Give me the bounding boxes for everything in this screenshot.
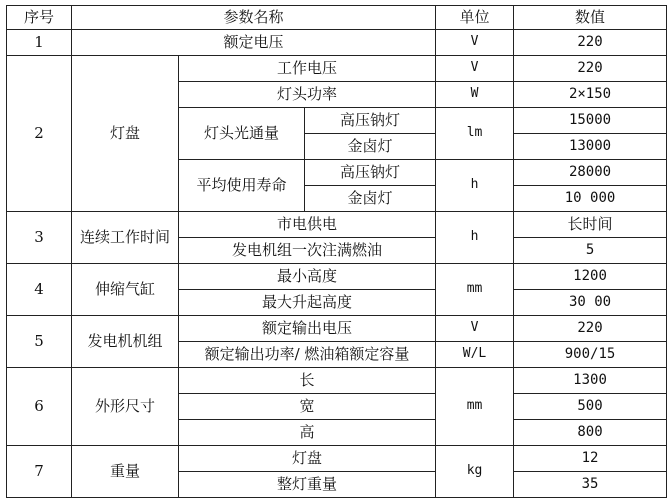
- table-row: [7, 264, 667, 290]
- value-life-hps: 28000: [514, 160, 667, 186]
- seq-3: 3: [7, 212, 72, 264]
- value-head-power: 2×150: [514, 82, 667, 108]
- value-life-mh: 10 000: [514, 186, 667, 212]
- param-total-weight: 整灯重量: [179, 472, 436, 498]
- value-flux-hps: 15000: [514, 108, 667, 134]
- header-value: 数值: [514, 6, 667, 30]
- value-min-height: 1200: [514, 264, 667, 290]
- param-output-voltage: 额定输出电压: [179, 316, 436, 342]
- table-row: [7, 212, 667, 238]
- param-genset-fuel: 发电机组一次注满燃油: [179, 238, 436, 264]
- unit-head-power: W: [436, 82, 514, 108]
- param-panel-weight: 灯盘: [179, 446, 436, 472]
- group-telescopic-cylinder: 伸缩气缸: [72, 264, 179, 316]
- group-dimensions: 外形尺寸: [72, 368, 179, 446]
- value-total-weight: 35: [514, 472, 667, 498]
- value-panel-weight: 12: [514, 446, 667, 472]
- value-max-height: 30 00: [514, 290, 667, 316]
- param-mains-power: 市电供电: [179, 212, 436, 238]
- value-output-power-tank: 900/15: [514, 342, 667, 368]
- param-output-power-tank: 额定输出功率/ 燃油箱额定容量: [179, 342, 436, 368]
- param-flux-mh: 金卤灯: [305, 134, 436, 160]
- group-weight: 重量: [72, 446, 179, 498]
- group-lamp-panel: 灯盘: [72, 56, 179, 212]
- seq-4: 4: [7, 264, 72, 316]
- param-luminous-flux: 灯头光通量: [179, 108, 305, 160]
- unit-output-voltage: V: [436, 316, 514, 342]
- param-life-hps: 高压钠灯: [305, 160, 436, 186]
- seq-2: 2: [7, 56, 72, 212]
- header-param: 参数名称: [72, 6, 436, 30]
- param-height: 高: [179, 420, 436, 446]
- param-average-life: 平均使用寿命: [179, 160, 305, 212]
- param-min-height: 最小高度: [179, 264, 436, 290]
- value-working-voltage: 220: [514, 56, 667, 82]
- unit-weight: kg: [436, 446, 514, 498]
- value-genset-fuel: 5: [514, 238, 667, 264]
- param-length: 长: [179, 368, 436, 394]
- value-flux-mh: 13000: [514, 134, 667, 160]
- value-mains-power: 长时间: [514, 212, 667, 238]
- table-row: [7, 316, 667, 342]
- param-rated-voltage: 额定电压: [72, 30, 436, 56]
- param-life-mh: 金卤灯: [305, 186, 436, 212]
- unit-dimensions: mm: [436, 368, 514, 446]
- table-row: [7, 446, 667, 472]
- param-max-height: 最大升起高度: [179, 290, 436, 316]
- unit-rated-voltage: V: [436, 30, 514, 56]
- param-working-voltage: 工作电压: [179, 56, 436, 82]
- header-unit: 单位: [436, 6, 514, 30]
- unit-luminous-flux: lm: [436, 108, 514, 160]
- unit-average-life: h: [436, 160, 514, 212]
- table-row: [7, 56, 667, 82]
- param-head-power: 灯头功率: [179, 82, 436, 108]
- group-generator-set: 发电机机组: [72, 316, 179, 368]
- seq-1: 1: [7, 30, 72, 56]
- unit-continuous-time: h: [436, 212, 514, 264]
- unit-working-voltage: V: [436, 56, 514, 82]
- value-output-voltage: 220: [514, 316, 667, 342]
- value-width: 500: [514, 394, 667, 420]
- param-width: 宽: [179, 394, 436, 420]
- seq-6: 6: [7, 368, 72, 446]
- header-seq: 序号: [7, 6, 72, 30]
- group-continuous-time: 连续工作时间: [72, 212, 179, 264]
- value-height: 800: [514, 420, 667, 446]
- seq-7: 7: [7, 446, 72, 498]
- value-rated-voltage: 220: [514, 30, 667, 56]
- header-row: [7, 6, 667, 30]
- param-flux-hps: 高压钠灯: [305, 108, 436, 134]
- seq-5: 5: [7, 316, 72, 368]
- spec-table: [6, 5, 667, 498]
- table-row: [7, 30, 667, 56]
- table-row: [7, 368, 667, 394]
- value-length: 1300: [514, 368, 667, 394]
- unit-cylinder: mm: [436, 264, 514, 316]
- unit-output-power-tank: W/L: [436, 342, 514, 368]
